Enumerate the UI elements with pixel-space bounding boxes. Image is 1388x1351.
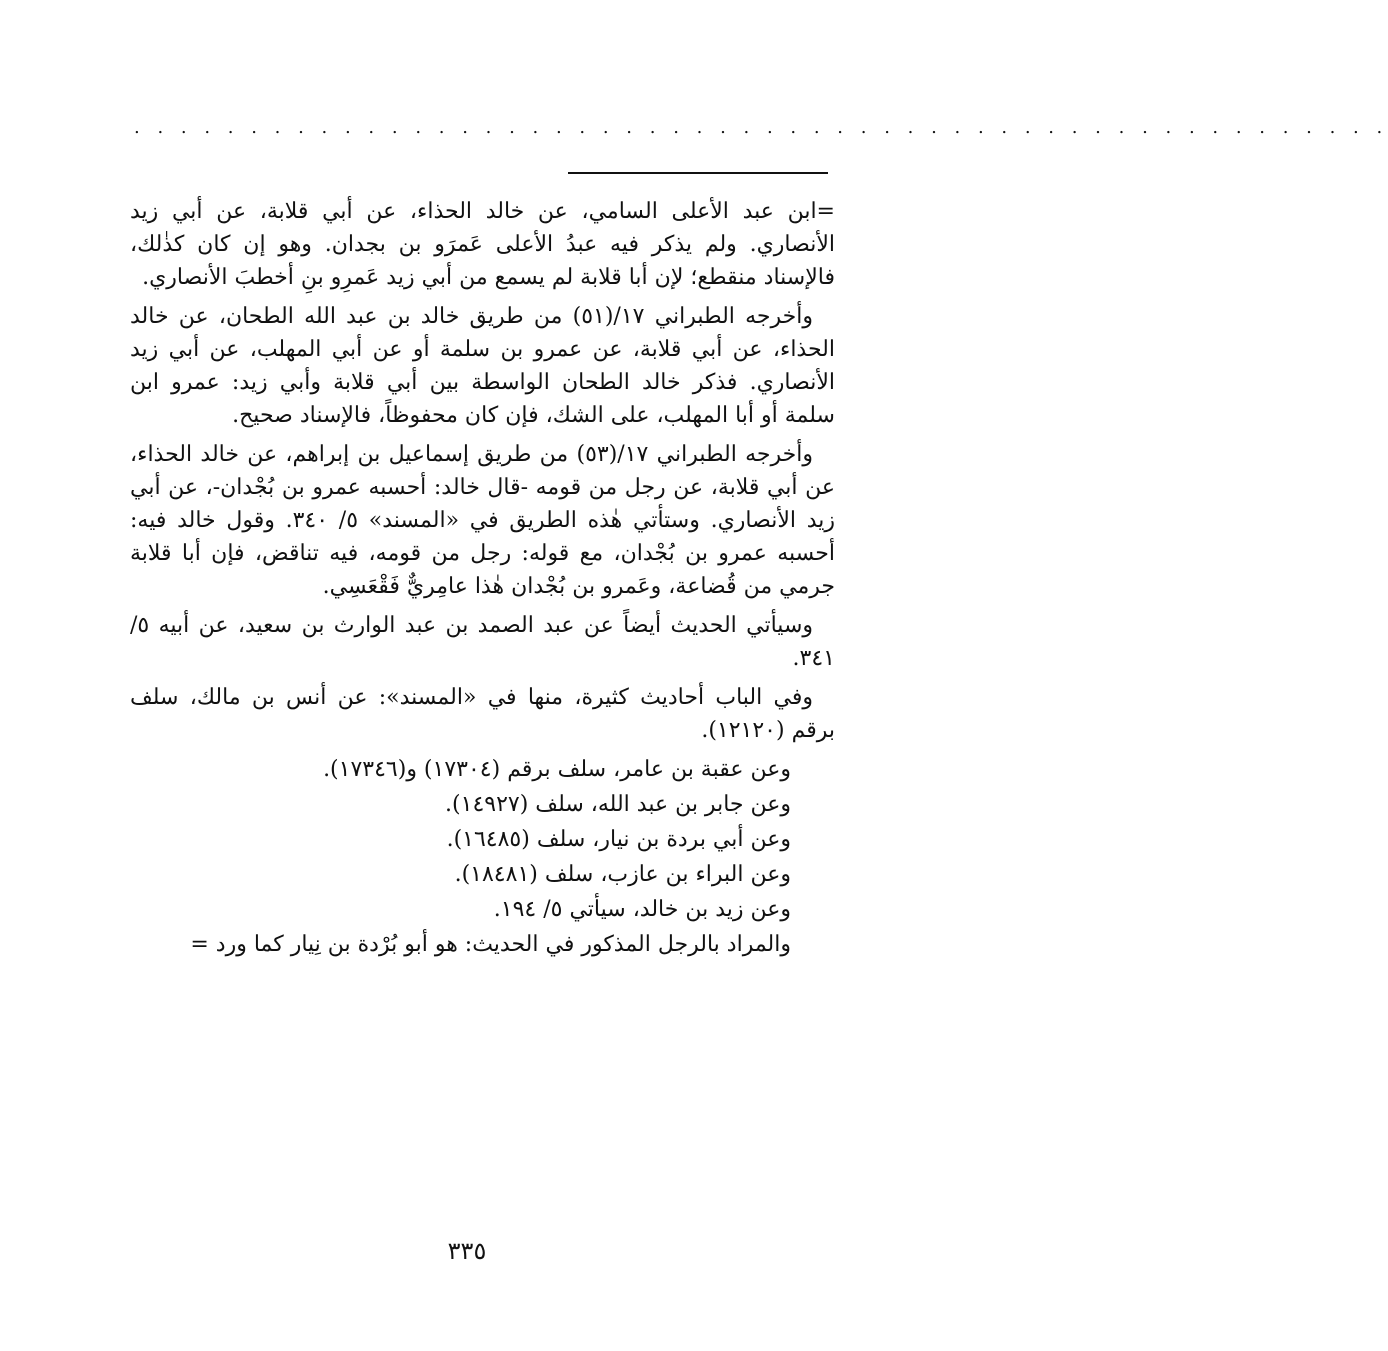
footnote-rule xyxy=(568,172,828,174)
list-item: وعن عقبة بن عامر، سلف برقم (١٧٣٠٤) و(١٧٣٤٦). xyxy=(323,757,791,782)
dotted-separator: . . . . . . . . . . . . . . . . . . . . . . . . . . . . . . . . . . . . . . . . . . . . . . . . . . . . . . xyxy=(134,117,1388,138)
page-number: ٣٣٥ xyxy=(447,1237,487,1265)
list-item: وعن أبي بردة بن نيار، سلف (١٦٤٨٥). xyxy=(446,827,791,852)
paragraph: وسيأتي الحديث أيضاً عن عبد الصمد بن عبد الوارث بن سعيد، عن أبيه ٥/ ٣٤١. xyxy=(130,613,835,671)
footnote-body xyxy=(130,195,835,963)
list-item: والمراد بالرجل المذكور في الحديث: هو أبو بُرْدة بن نِيار كما ورد = xyxy=(190,932,791,957)
list-item: وعن جابر بن عبد الله، سلف (١٤٩٢٧). xyxy=(445,792,791,817)
paragraph: وأخرجه الطبراني ١٧/(٥١) من طريق خالد بن عبد الله الطحان، عن خالد الحذاء، عن أبي قلابة، عن عمرو بن سلمة أو عن أبي المهلب، عن أبي زيد الأنصاري. فذكر خالد الطحان الواسطة بين أبي قلابة وأبي زيد: عمرو ابن سلمة أو أبا المهلب، على الشك، فإن كان محفوظاً، فالإسناد صحيح. xyxy=(130,304,835,428)
paragraph: وفي الباب أحاديث كثيرة، منها في «المسند»: عن أنس بن مالك، سلف برقم (١٢١٢٠). xyxy=(130,685,835,743)
list-item: وعن زيد بن خالد، سيأتي ٥/ ١٩٤. xyxy=(493,897,791,922)
paragraph: =ابن عبد الأعلى السامي، عن خالد الحذاء، عن أبي قلابة، عن أبي زيد الأنصاري. ولم يذكر فيه عبدُ الأعلى عَمرَو بن بجدان. وهو إن كان كذٰلك، فالإسناد منقطع؛ لإن أبا قلابة لم يسمع من أبي زيد عَمرِو بنِ أخطبَ الأنصاري. xyxy=(130,199,835,290)
list-item: وعن البراء بن عازب، سلف (١٨٤٨١). xyxy=(454,862,791,887)
paragraph: وأخرجه الطبراني ١٧/(٥٣) من طريق إسماعيل بن إبراهم، عن خالد الحذاء، عن أبي قلابة، عن رجل من قومه -قال خالد: أحسبه عمرو بن بُجْدان-، عن أبي زيد الأنصاري. وستأتي هٰذه الطريق في «المسند» ٥/ ٣٤٠. وقول خالد فيه: أحسبه عمرو بن بُجْدان، مع قوله: رجل من قومه، فيه تناقض، فإن أبا قلابة جرمي من قُضاعة، وعَمرو بن بُجْدان هٰذا عامِريٌّ فَقْعَسِي. xyxy=(130,442,836,599)
